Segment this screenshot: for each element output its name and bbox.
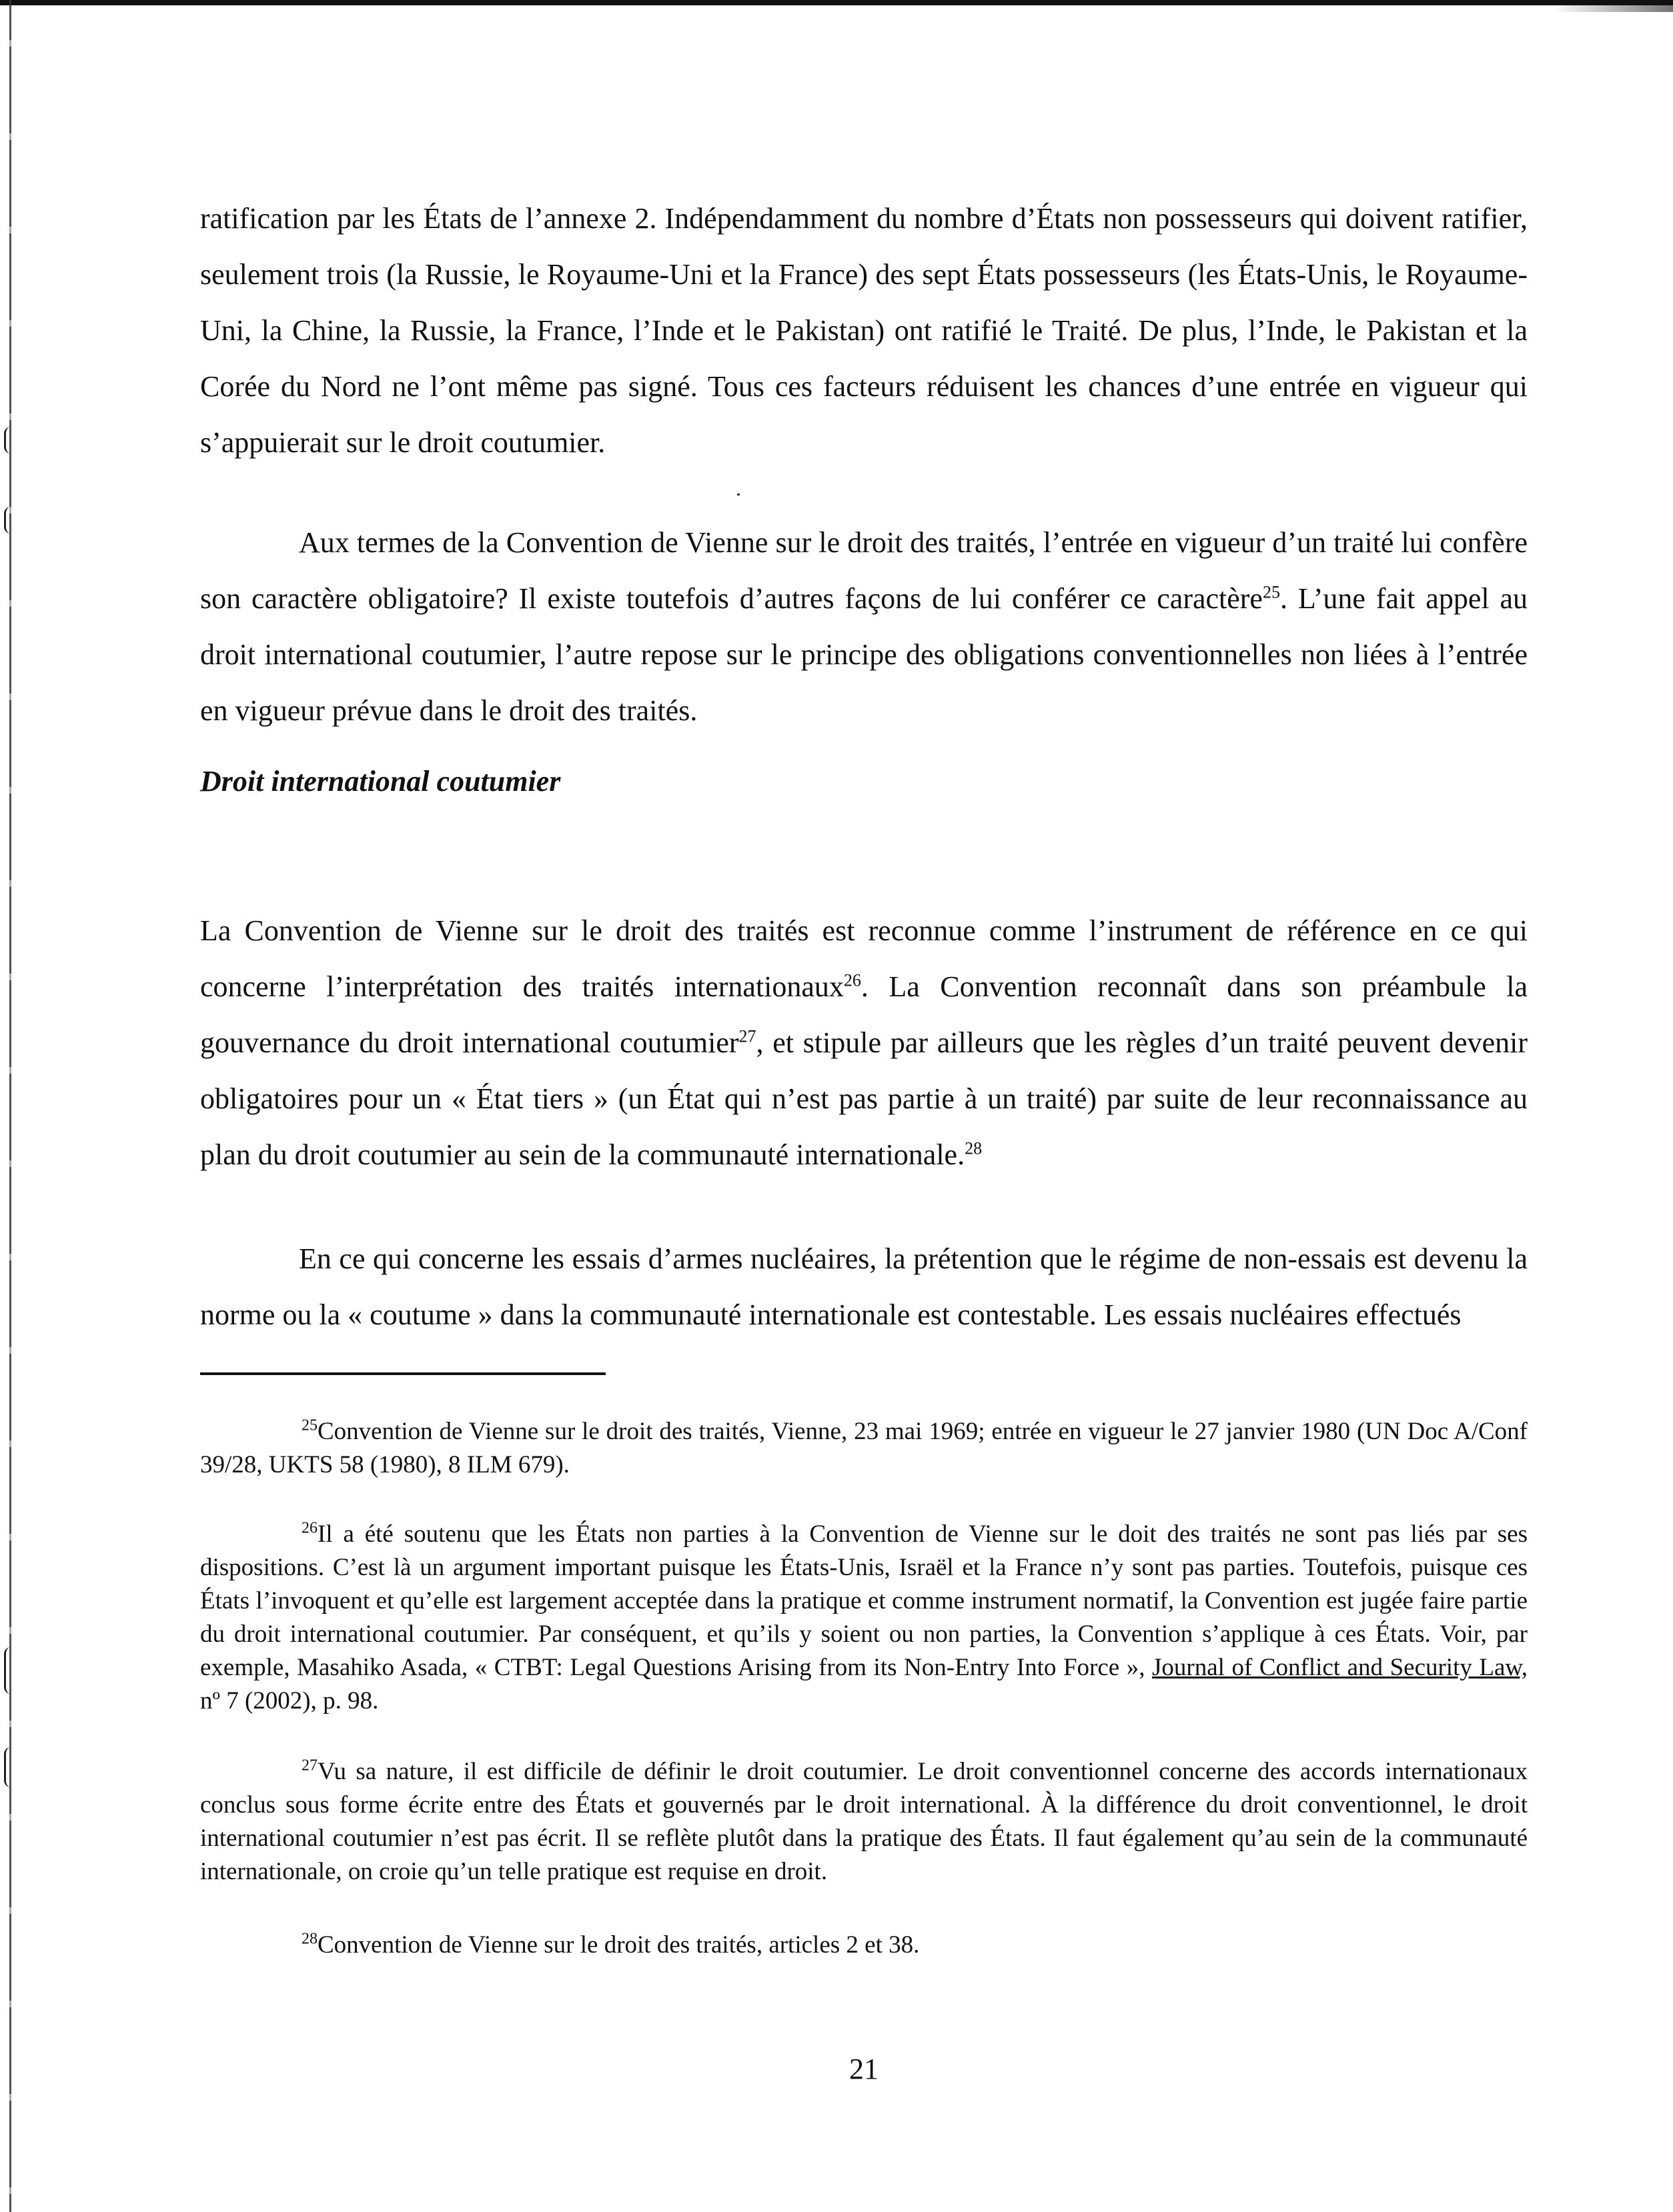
scan-edge-mark	[4, 507, 15, 533]
footnote-ref-28[interactable]: 28	[965, 1138, 983, 1158]
footnote-number: 26	[302, 1519, 318, 1537]
footnote-number: 28	[302, 1930, 318, 1948]
scan-left-edge	[9, 0, 11, 2212]
journal-title: Journal of Conflict and Security Law,	[1152, 1654, 1528, 1681]
footnote-text: Il a été soutenu que les États non parties à la Convention de Vienne sur le doit des traités ne sont pas liés par ses dispositions. C’est là un argument important puisque les États-Unis, Israël et la France n’y sont pas parties. Toutefois, puisque ces États l’invoquent et qu’elle est largement acceptée dans la pratique et comme instrument normatif, la Convention est jugée faire partie du droit international coutumier. Par conséquent, et qu’ils y soient ou non parties, la Convention s’applique à ces États. Voir, par exemple, Masahiko Asada, « CTBT: Legal Questions Arising from its Non-Entry Into Force »,	[200, 1520, 1528, 1681]
footnote-ref-26[interactable]: 26	[843, 970, 861, 990]
footnote-26	[200, 1518, 1528, 1718]
footnote-separator	[200, 1372, 606, 1375]
footnote-ref-25[interactable]: 25	[1262, 582, 1280, 602]
footnote-text: Vu sa nature, il est difficile de définir le droit coutumier. Le droit conventionnel concerne des accords internationaux conclus sous forme écrite entre des États et gouvernés par le droit international. À la différence du droit conventionnel, le droit international coutumier n’est pas écrit. Il se reflète plutôt dans la pratique des États. Il faut également qu’au sein de la communauté internationale, on croie qu’un telle pratique est requise en droit.	[200, 1758, 1528, 1885]
footnote-number: 27	[302, 1757, 318, 1775]
footnote-ref-27[interactable]: 27	[738, 1026, 756, 1046]
paragraph-text: . La Convention reconnaît dans son préambule la gouvernance du droit international coutumier	[200, 970, 1528, 1059]
paragraph-text: Aux termes de la Convention de Vienne sur le droit des traités, l’entrée en vigueur d’un traité lui confère son caractère obligatoire? Il existe toutefois d’autres façons de lui conférer ce caractère	[200, 526, 1528, 615]
scan-top-border-fade	[1553, 5, 1673, 12]
footnote-25	[200, 1415, 1528, 1482]
section-heading: Droit international coutumier	[200, 765, 561, 798]
paragraph-text: La Convention de Vienne sur le droit des traités est reconnue comme l’instrument de référence en ce qui concerne l’interprétation des traités internationaux	[200, 914, 1528, 1003]
scan-top-border	[0, 0, 1673, 5]
scan-edge-mark	[4, 1647, 15, 1694]
footnote-text: Convention de Vienne sur le droit des traités, articles 2 et 38.	[318, 1931, 920, 1959]
paragraph-text: . L’une fait appel au droit international coutumier, l’autre repose sur le principe des obligations conventionnelles non liées à l’entrée en vigueur prévue dans le droit des traités.	[200, 582, 1528, 727]
scan-edge-mark	[4, 427, 15, 453]
body-paragraph-2	[200, 515, 1528, 739]
body-paragraph-4	[200, 1231, 1528, 1343]
paragraph-text: En ce qui concerne les essais d’armes nucléaires, la prétention que le régime de non-essais est devenu la norme ou la « coutume » dans la communauté internationale est contestable. Les essais nucléaires effectués	[200, 1242, 1528, 1331]
footnote-text: Convention de Vienne sur le droit des traités, Vienne, 23 mai 1969; entrée en vigueur le 27 janvier 1980 (UN Doc A/Conf 39/28, UKTS 58 (1980), 8 ILM 679).	[200, 1418, 1528, 1478]
body-paragraph-3	[200, 903, 1528, 1183]
footnote-text: nº 7 (2002), p. 98.	[200, 1687, 379, 1715]
footnote-number: 25	[302, 1416, 318, 1434]
footnote-27	[200, 1755, 1528, 1889]
page-number: 21	[849, 2053, 879, 2085]
footnote-28	[200, 1929, 1528, 1962]
body-paragraph-1	[200, 191, 1528, 471]
scan-speck	[737, 493, 740, 495]
paragraph-text: , et stipule par ailleurs que les règles d’un traité peuvent devenir obligatoires pour un « État tiers » (un État qui n’est pas partie à un traité) par suite de leur reconnaissance au plan du droit coutumier au sein de la communauté internationale.	[200, 1026, 1528, 1171]
paragraph-text: ratification par les États de l’annexe 2. Indépendamment du nombre d’États non possesseurs qui doivent ratifier, seulement trois (la Russie, le Royaume-Uni et la France) des sept États possesseurs (les États-Unis, le Royaume-Uni, la Chine, la Russie, la France, l’Inde et le Pakistan) ont ratifié le Traité. De plus, l’Inde, le Pakistan et la Corée du Nord ne l’ont même pas signé. Tous ces facteurs réduisent les chances d’une entrée en vigueur qui s’appuierait sur le droit coutumier.	[200, 202, 1528, 459]
scan-edge-mark	[4, 1747, 15, 1787]
